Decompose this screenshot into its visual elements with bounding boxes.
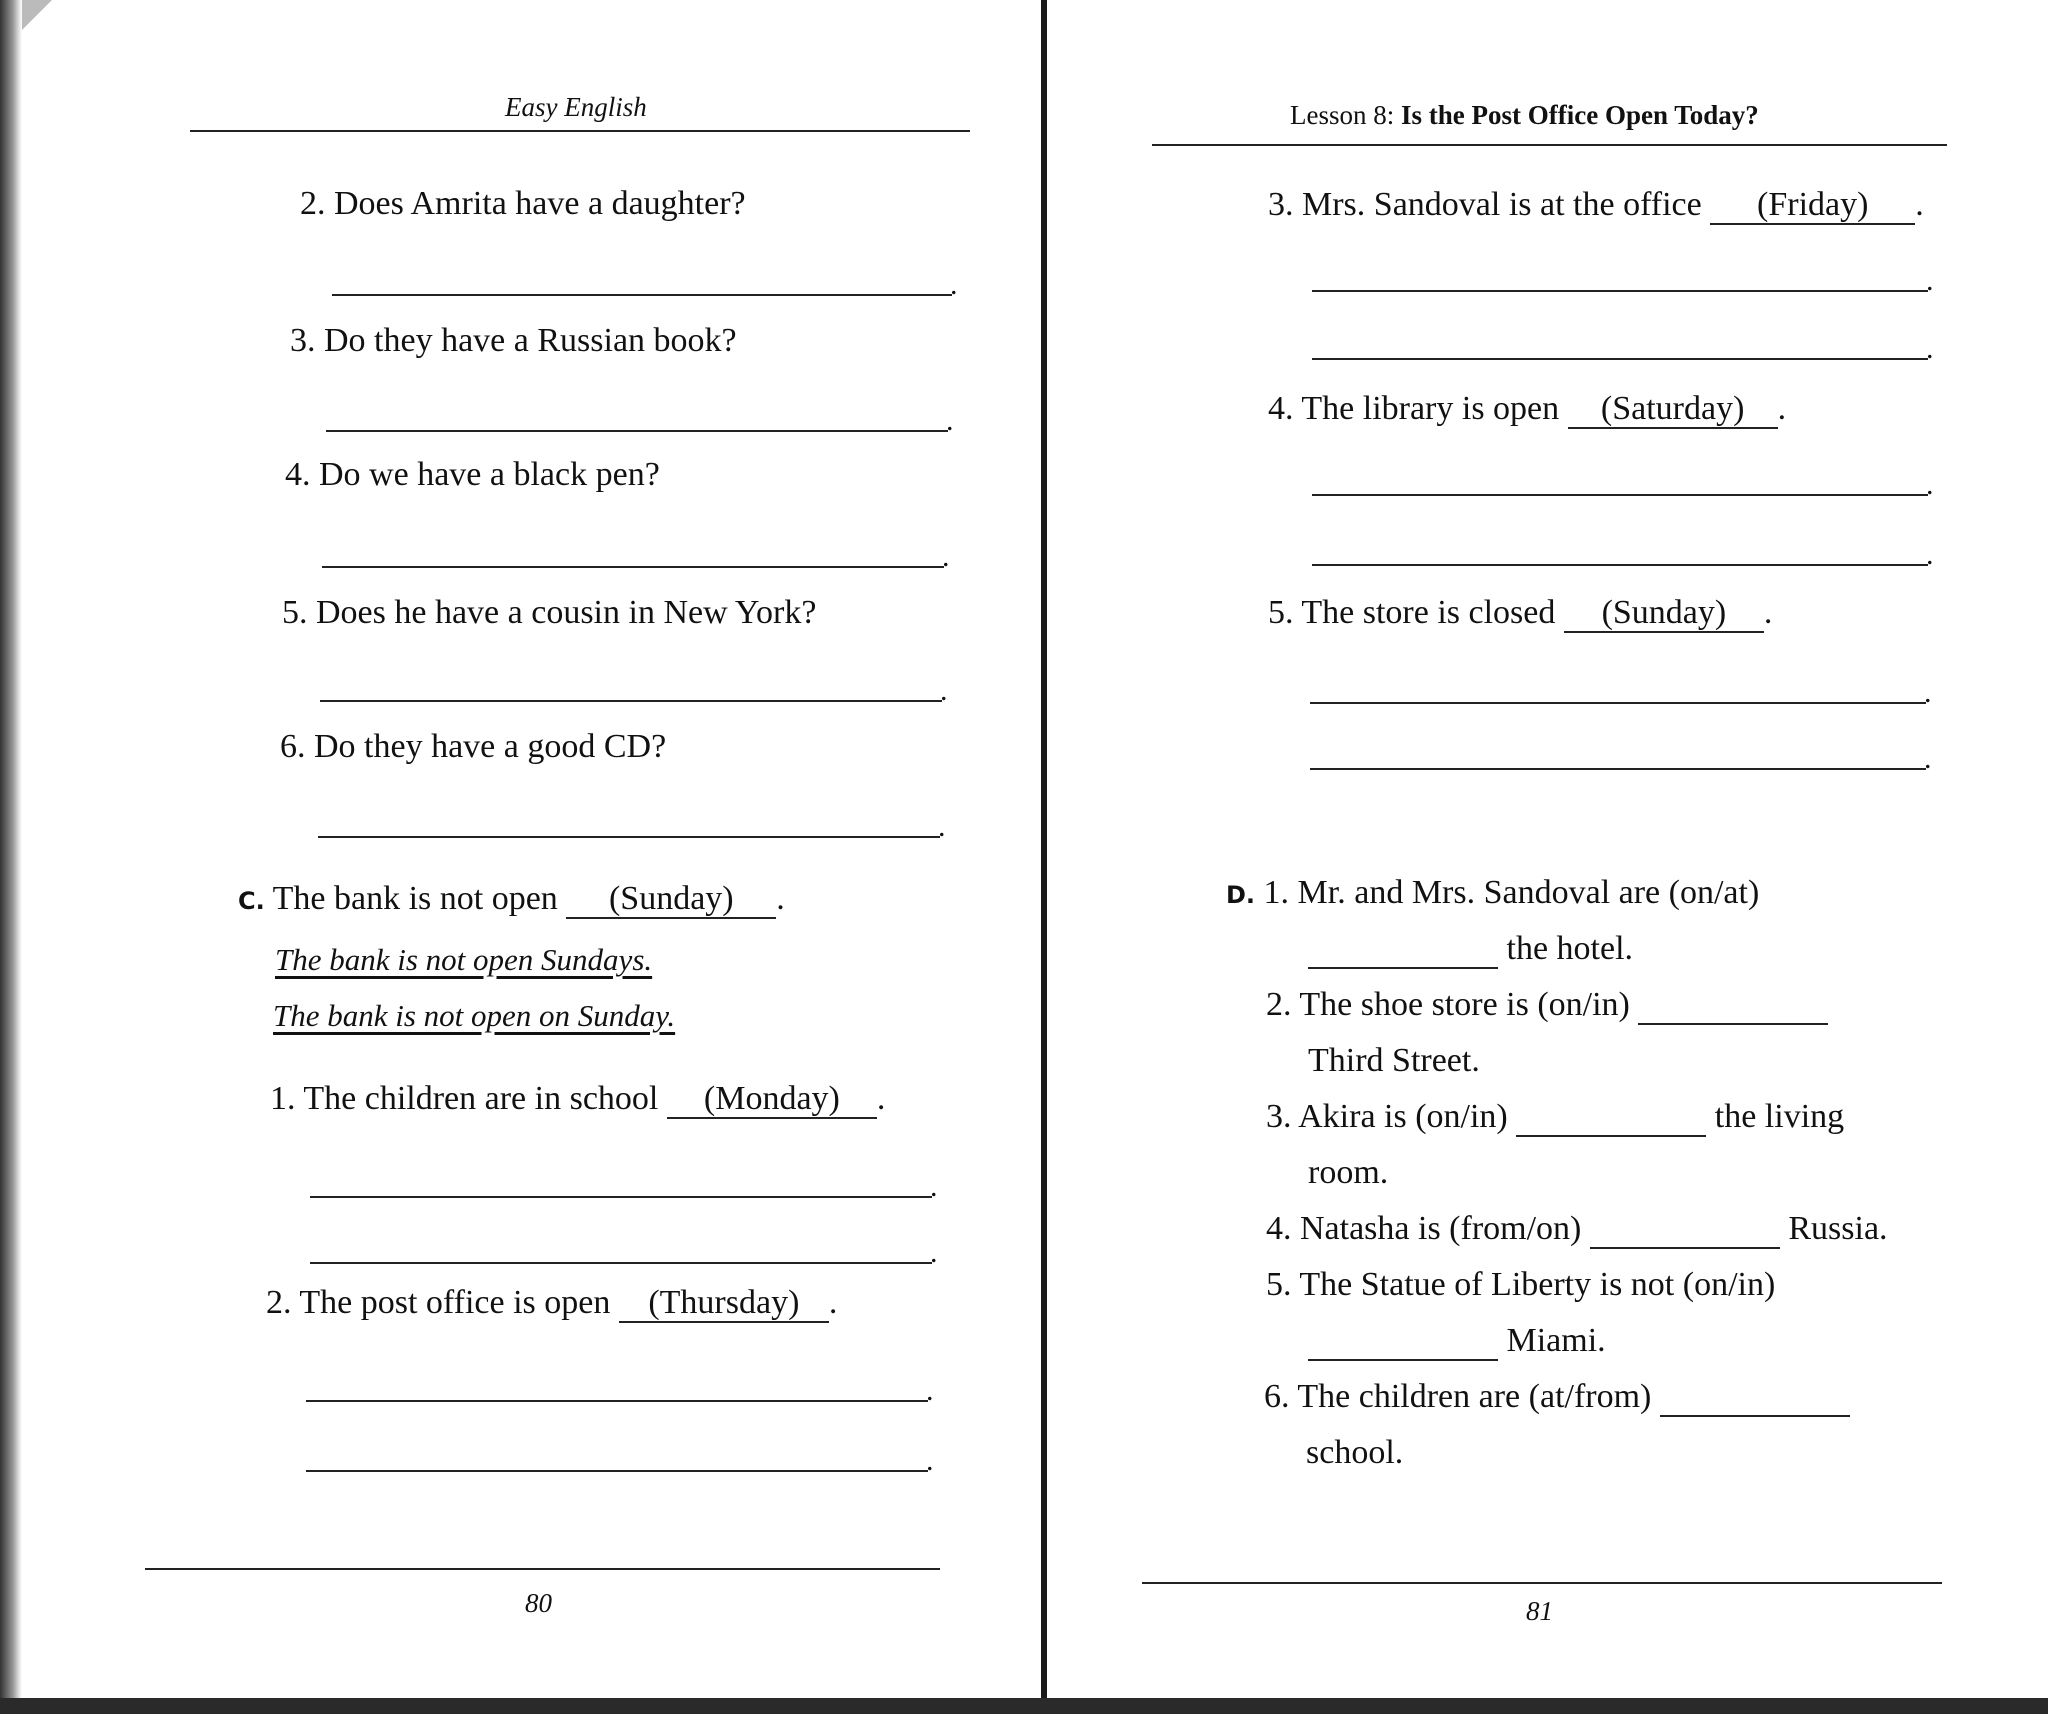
item-number: 4. — [1268, 390, 1294, 427]
answer-line-c5b[interactable] — [1310, 768, 1926, 770]
item-text: The shoe store is (on/in) — [1299, 986, 1630, 1023]
section-d-item-2 — [1266, 986, 1828, 1025]
answer-period: . — [1924, 676, 1932, 709]
item-text: Mr. and Mrs. Sandoval are (on/at) — [1297, 874, 1760, 911]
question-4 — [285, 456, 660, 494]
answer-line-c2b[interactable] — [306, 1470, 928, 1472]
question-5 — [282, 594, 816, 632]
item-number: 5. — [1268, 594, 1294, 631]
item-text: Mrs. Sandoval is at the office — [1302, 186, 1702, 223]
section-c-item-2: 2. The post office is open (Thursday) . — [266, 1284, 838, 1321]
answer-line-c2a[interactable] — [306, 1400, 928, 1402]
question-number: 3. — [290, 322, 316, 359]
right-page-number: 81 — [1526, 1596, 1553, 1626]
item-day: (Thursday) — [648, 1284, 800, 1321]
answer-period: . — [946, 404, 954, 437]
answer-period: . — [950, 268, 958, 301]
item-text: Akira is (on/in) — [1298, 1098, 1508, 1135]
question-text: Do we have a black pen? — [319, 456, 660, 493]
item-text: The store is closed — [1301, 594, 1556, 631]
left-page-number: 80 — [525, 1588, 552, 1618]
answer-period: . — [938, 810, 946, 843]
d5-blank[interactable] — [1308, 1323, 1498, 1361]
section-d-item-1 — [1226, 874, 1759, 912]
answer-line-c1b[interactable] — [310, 1262, 932, 1264]
section-d-item-3 — [1266, 1098, 1844, 1137]
book-binding-edge — [0, 0, 22, 1714]
item-text: The children are in school — [303, 1080, 659, 1117]
question-text: Does he have a cousin in New York? — [316, 594, 817, 631]
question-number: 5. — [282, 594, 308, 631]
left-running-header: Easy English — [505, 92, 647, 122]
item-number: 2. — [266, 1284, 292, 1321]
answer-period: . — [1926, 468, 1934, 501]
item-text-cont: room. — [1308, 1154, 1389, 1191]
answer-period: . — [942, 540, 950, 573]
section-d-item-5-cont — [1308, 1322, 1606, 1361]
section-c-example: C. The bank is not open (Sunday) . — [238, 880, 785, 917]
item-text: The post office is open — [299, 1284, 611, 1321]
item-day-blank — [1564, 595, 1764, 633]
answer-line-c5a[interactable] — [1310, 702, 1926, 704]
section-d-label: D. — [1226, 881, 1256, 909]
d1-blank[interactable] — [1308, 931, 1498, 969]
item-day: (Sunday) — [1601, 594, 1727, 631]
item-day-blank — [1710, 187, 1915, 225]
item-text: Natasha is (from/on) — [1300, 1210, 1582, 1247]
question-6 — [280, 728, 666, 766]
header-prefix: Lesson 8: — [1290, 100, 1395, 130]
item-number: 3. — [1268, 186, 1294, 223]
question-3 — [290, 322, 737, 360]
answer-period: . — [1924, 742, 1932, 775]
question-number: 4. — [285, 456, 311, 493]
right-header-rule — [1152, 144, 1947, 146]
right-footer-rule — [1142, 1582, 1942, 1584]
d2-blank[interactable] — [1638, 987, 1828, 1025]
item-text: Russia. — [1788, 1210, 1888, 1247]
answer-period: . — [926, 1374, 934, 1407]
answer-period: . — [940, 674, 948, 707]
item-day: (Monday) — [703, 1080, 840, 1117]
item-number: 4. — [1266, 1210, 1292, 1247]
header-title: Is the Post Office Open Today? — [1401, 100, 1759, 130]
section-c-item-5: 5. The store is closed (Sunday) . — [1268, 594, 1773, 631]
example-answer-2: The bank is not open on Sunday. — [273, 998, 676, 1033]
answer-line-q5[interactable] — [320, 700, 942, 702]
d3-blank[interactable] — [1516, 1099, 1706, 1137]
d4-blank[interactable] — [1590, 1211, 1780, 1249]
answer-line-c1a[interactable] — [310, 1196, 932, 1198]
item-number: 1. — [1263, 874, 1290, 911]
answer-line-c3b[interactable] — [1312, 358, 1928, 360]
section-d-item-1-cont — [1308, 930, 1633, 969]
item-text: The library is open — [1301, 390, 1560, 427]
item-text: Miami. — [1506, 1322, 1606, 1359]
left-header-rule — [190, 130, 970, 132]
question-number: 2. — [300, 185, 326, 222]
section-d-item-6 — [1264, 1378, 1850, 1417]
item-day-blank — [619, 1285, 829, 1323]
question-2 — [300, 185, 746, 223]
answer-line-c4b[interactable] — [1312, 564, 1928, 566]
example-answer-1: The bank is not open Sundays. — [275, 942, 653, 977]
answer-line-q3[interactable] — [326, 430, 948, 432]
answer-period: . — [1926, 332, 1934, 365]
answer-line-q2[interactable] — [332, 294, 952, 296]
d6-blank[interactable] — [1660, 1379, 1850, 1417]
answer-period: . — [926, 1444, 934, 1477]
item-text-cont: Third Street. — [1308, 1042, 1480, 1079]
left-footer-rule — [145, 1568, 940, 1570]
item-number: 5. — [1266, 1266, 1292, 1303]
section-c-item-1: 1. The children are in school (Monday) . — [270, 1080, 886, 1117]
answer-period: . — [930, 1170, 938, 1203]
section-c-label: C. — [238, 887, 265, 915]
item-day-blank — [1568, 391, 1778, 429]
question-number: 6. — [280, 728, 306, 765]
right-running-header — [1290, 100, 1759, 131]
item-number: 6. — [1264, 1378, 1290, 1415]
item-text-cont: school. — [1306, 1434, 1404, 1471]
answer-period: . — [1926, 538, 1934, 571]
answer-line-q6[interactable] — [318, 836, 940, 838]
section-c-item-4: 4. The library is open (Saturday) . — [1268, 390, 1787, 427]
item-text: The Statue of Liberty is not (on/in) — [1299, 1266, 1776, 1303]
section-d-item-4 — [1266, 1210, 1888, 1249]
example-day: (Sunday) — [608, 880, 734, 917]
item-number: 1. — [270, 1080, 296, 1117]
item-day: (Friday) — [1757, 186, 1869, 223]
item-day-blank — [667, 1081, 877, 1119]
example-day-blank — [566, 881, 776, 919]
answer-period: . — [1926, 264, 1934, 297]
item-number: 3. — [1266, 1098, 1292, 1135]
answer-line-c4a[interactable] — [1312, 494, 1928, 496]
question-text: Do they have a Russian book? — [324, 322, 737, 359]
page-corner — [22, 0, 52, 30]
item-text: the living — [1714, 1098, 1845, 1135]
item-day: (Saturday) — [1600, 390, 1745, 427]
item-text: the hotel. — [1506, 930, 1634, 967]
scan-bottom-edge — [0, 1698, 2048, 1714]
question-text: Do they have a good CD? — [314, 728, 667, 765]
answer-line-q4[interactable] — [322, 566, 944, 568]
answer-period: . — [930, 1236, 938, 1269]
book-spine — [1041, 0, 1047, 1714]
section-c-item-3: 3. Mrs. Sandoval is at the office (Friday) . — [1268, 186, 1924, 223]
item-number: 2. — [1266, 986, 1292, 1023]
section-d-item-5 — [1266, 1266, 1775, 1304]
item-text: The children are (at/from) — [1297, 1378, 1652, 1415]
question-text: Does Amrita have a daughter? — [334, 185, 746, 222]
example-prompt: The bank is not open — [272, 880, 558, 917]
answer-line-c3a[interactable] — [1312, 290, 1928, 292]
